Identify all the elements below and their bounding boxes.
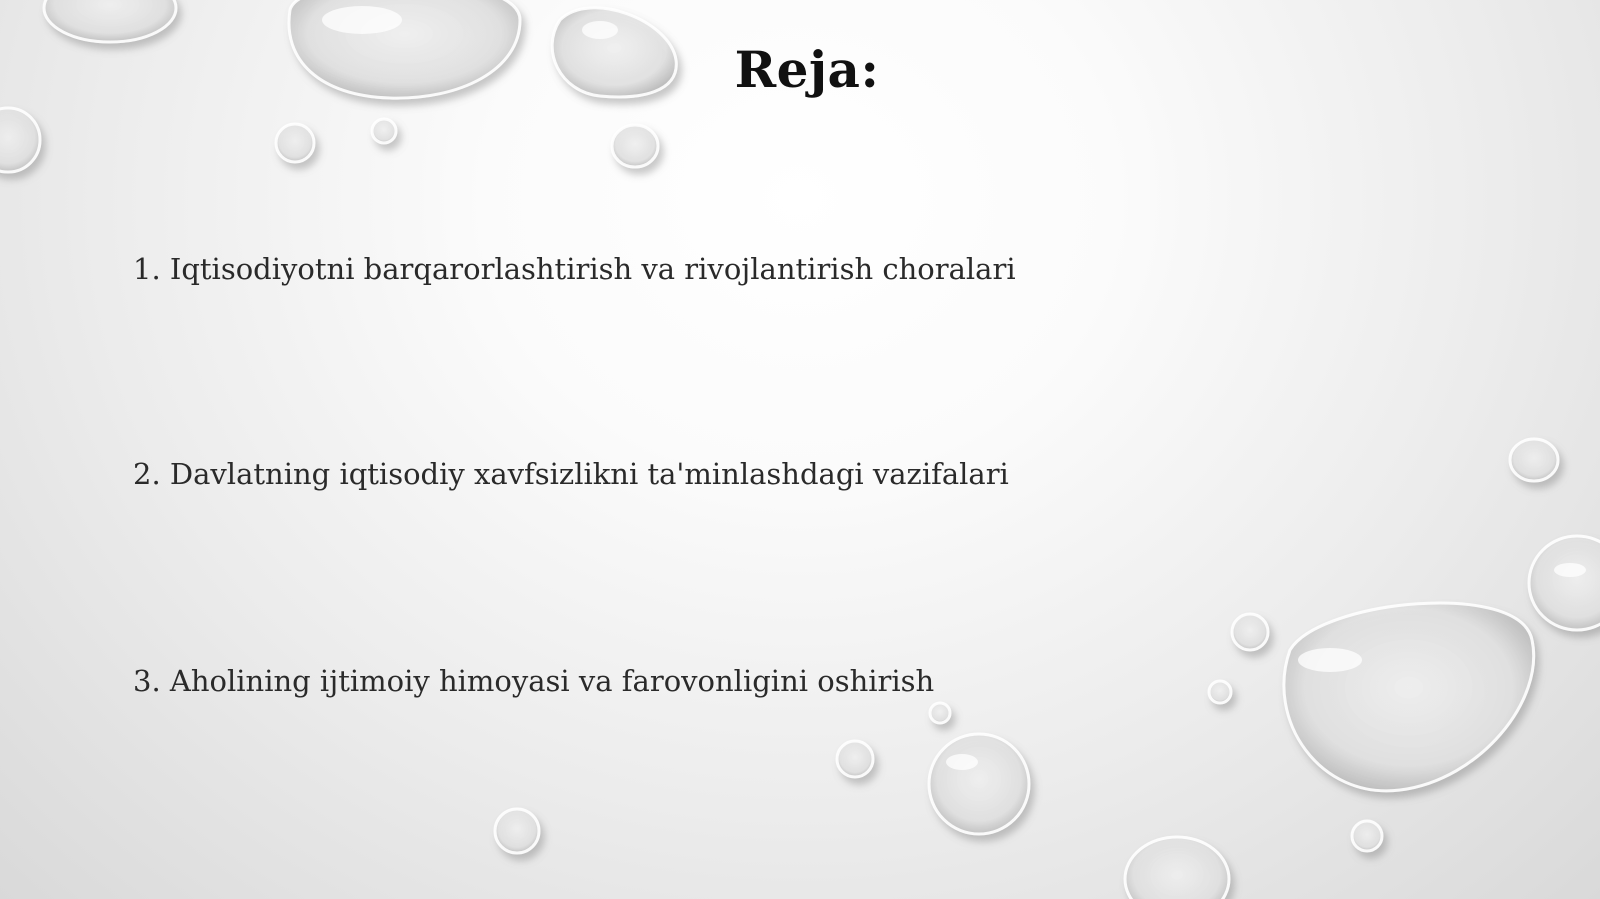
slide-title: Reja: (734, 40, 880, 99)
plan-item-1: 1. Iqtisodiyotni barqarorlashtirish va rivojlantirish choralari (133, 252, 1016, 286)
plan-item-3: 3. Aholining ijtimoiy himoyasi va farovonligini oshirish (133, 664, 935, 698)
plan-item-2: 2. Davlatning iqtisodiy xavfsizlikni ta'minlashdagi vazifalari (133, 457, 1009, 491)
